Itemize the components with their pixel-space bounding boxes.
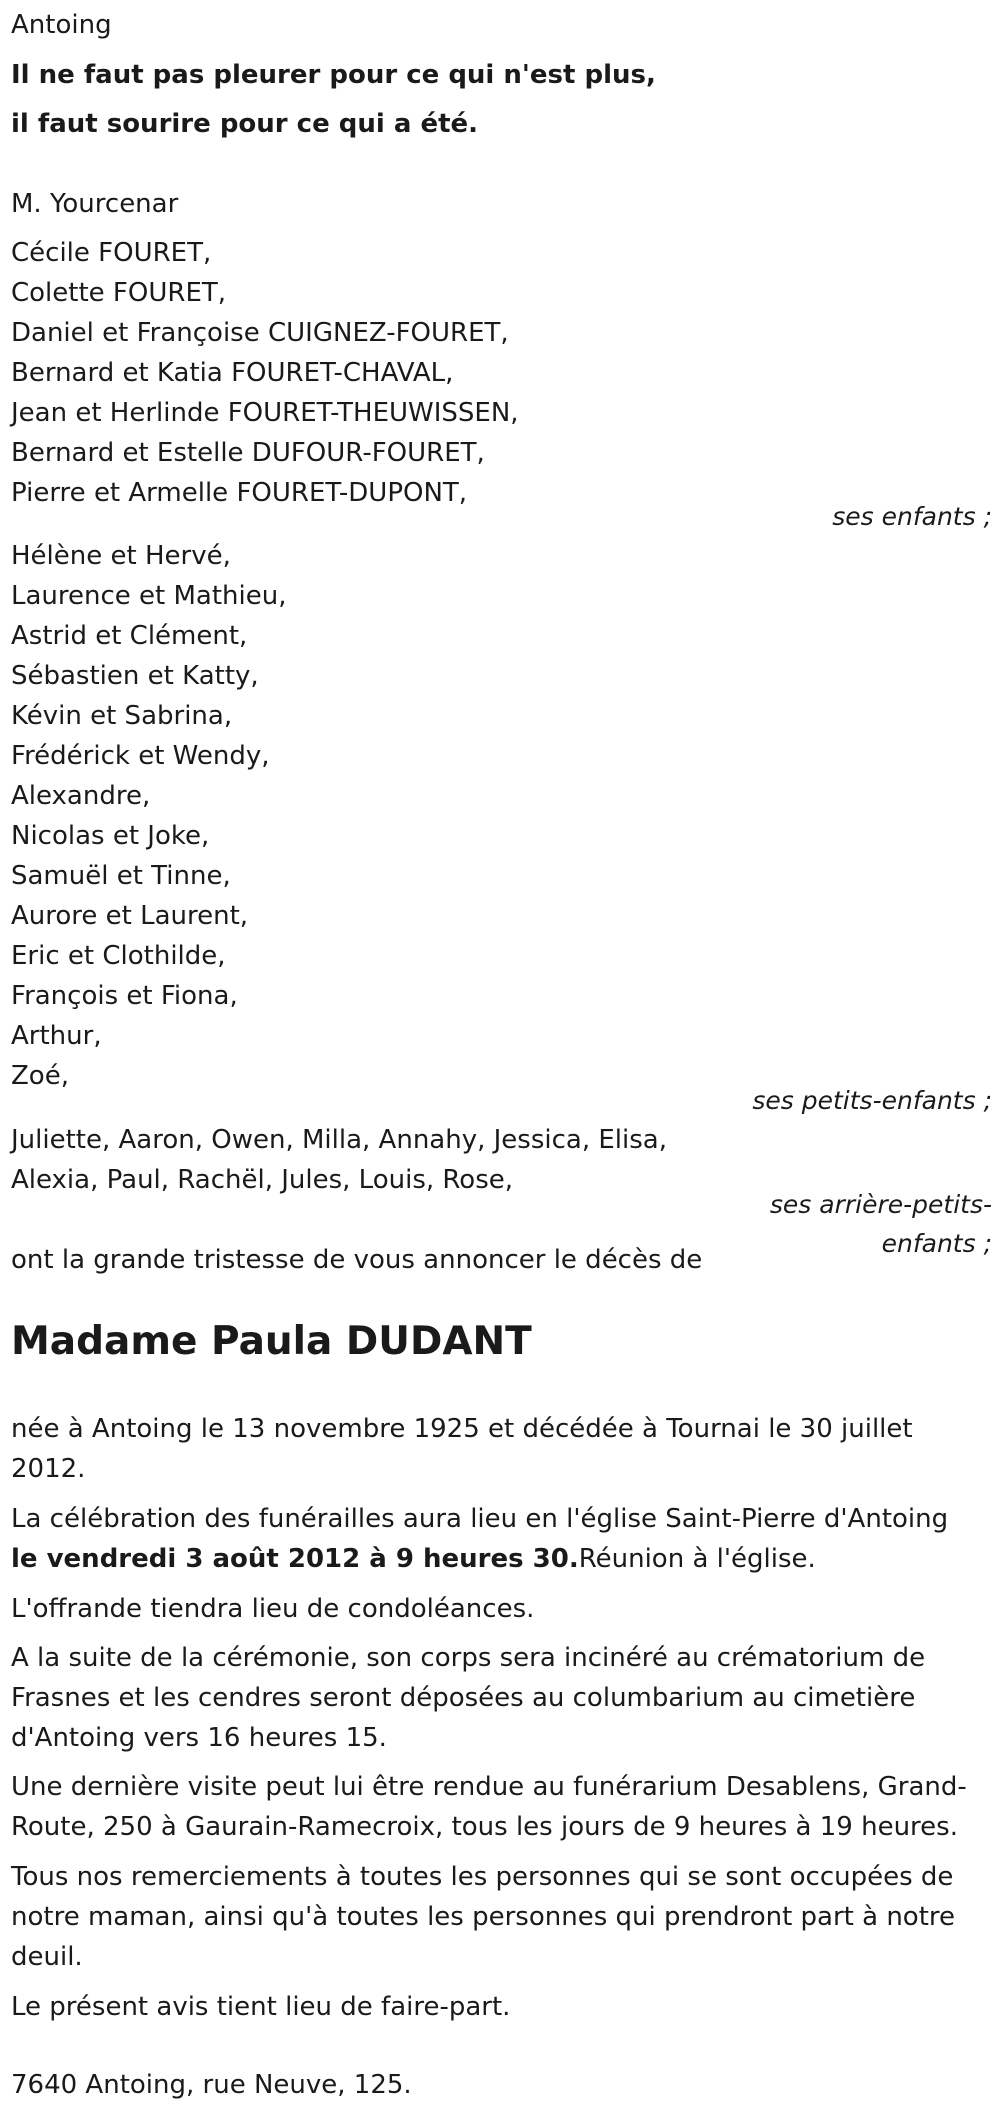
great-grandchildren-line-1: Juliette, Aaron, Owen, Milla, Annahy, Jessica, Elisa, xyxy=(11,1125,667,1155)
funeral-intro: La célébration des funérailles aura lieu en l'église Saint-Pierre d'Antoing xyxy=(11,1504,949,1534)
list-item: Astrid et Clément, xyxy=(11,621,248,651)
list-item: Arthur, xyxy=(11,1021,102,1051)
cremation-paragraph: A la suite de la cérémonie, son corps sera incinéré au crématorium de Frasnes et les cendres seront déposées au columbarium au cimetière d'Antoing vers 16 heures 15. xyxy=(11,1643,926,1753)
funeral-meeting: Réunion à l'église. xyxy=(578,1544,816,1574)
quote-line-2: il faut sourire pour ce qui a été. xyxy=(11,109,479,139)
thanks-paragraph: Tous nos remerciements à toutes les personnes qui se sont occupées de notre maman, ainsi qu'à toutes les personnes qui prendront part à notre deuil. xyxy=(11,1862,956,1972)
list-item: Laurence et Mathieu, xyxy=(11,581,287,611)
funeral-date: le vendredi 3 août 2012 à 9 heures 30. xyxy=(11,1544,579,1574)
list-item: Eric et Clothilde, xyxy=(11,941,226,971)
quote-author: M. Yourcenar xyxy=(11,189,179,219)
great-grandchildren-role-line-1: ses arrière-petits- xyxy=(769,1190,992,1219)
address: 7640 Antoing, rue Neuve, 125. xyxy=(11,2070,412,2100)
list-item: Bernard et Katia FOURET-CHAVAL, xyxy=(11,358,454,388)
birth-death-paragraph: née à Antoing le 13 novembre 1925 et décédée à Tournai le 30 juillet 2012. xyxy=(11,1414,913,1484)
list-item: Colette FOURET, xyxy=(11,278,227,308)
list-item: Hélène et Hervé, xyxy=(11,541,231,571)
list-item: Sébastien et Katty, xyxy=(11,661,259,691)
list-item: Jean et Herlinde FOURET-THEUWISSEN, xyxy=(11,398,519,428)
great-grandchildren-line-2: Alexia, Paul, Rachël, Jules, Louis, Rose, xyxy=(11,1165,514,1195)
list-item: Pierre et Armelle FOURET-DUPONT, xyxy=(11,478,468,508)
list-item: Cécile FOURET, xyxy=(11,238,212,268)
list-item: Zoé, xyxy=(11,1061,69,1091)
list-item: Aurore et Laurent, xyxy=(11,901,249,931)
grandchildren-role-label: ses petits-enfants ; xyxy=(752,1086,992,1115)
list-item: Bernard et Estelle DUFOUR-FOURET, xyxy=(11,438,485,468)
list-item: François et Fiona, xyxy=(11,981,238,1011)
announcement-text: ont la grande tristesse de vous annoncer le décès de xyxy=(11,1245,703,1275)
list-item: Daniel et Françoise CUIGNEZ-FOURET, xyxy=(11,318,509,348)
offering-paragraph: L'offrande tiendra lieu de condoléances. xyxy=(11,1594,535,1624)
notice-paragraph: Le présent avis tient lieu de faire-part. xyxy=(11,1992,511,2022)
great-grandchildren-role-line-2: enfants ; xyxy=(881,1229,992,1258)
visit-paragraph: Une dernière visite peut lui être rendue au funérarium Desablens, Grand-Route, 250 à Gaurain-Ramecroix, tous les jours de 9 heures à 19 heures. xyxy=(11,1772,967,1842)
quote-line-1: Il ne faut pas pleurer pour ce qui n'est plus, xyxy=(11,60,656,90)
list-item: Kévin et Sabrina, xyxy=(11,701,233,731)
town-label: Antoing xyxy=(11,10,112,40)
children-role-label: ses enfants ; xyxy=(832,502,992,531)
list-item: Alexandre, xyxy=(11,781,151,811)
deceased-name: Madame Paula DUDANT xyxy=(11,1319,532,1364)
funeral-paragraph xyxy=(11,1499,986,1579)
list-item: Samuël et Tinne, xyxy=(11,861,231,891)
list-item: Frédérick et Wendy, xyxy=(11,741,270,771)
list-item: Nicolas et Joke, xyxy=(11,821,210,851)
